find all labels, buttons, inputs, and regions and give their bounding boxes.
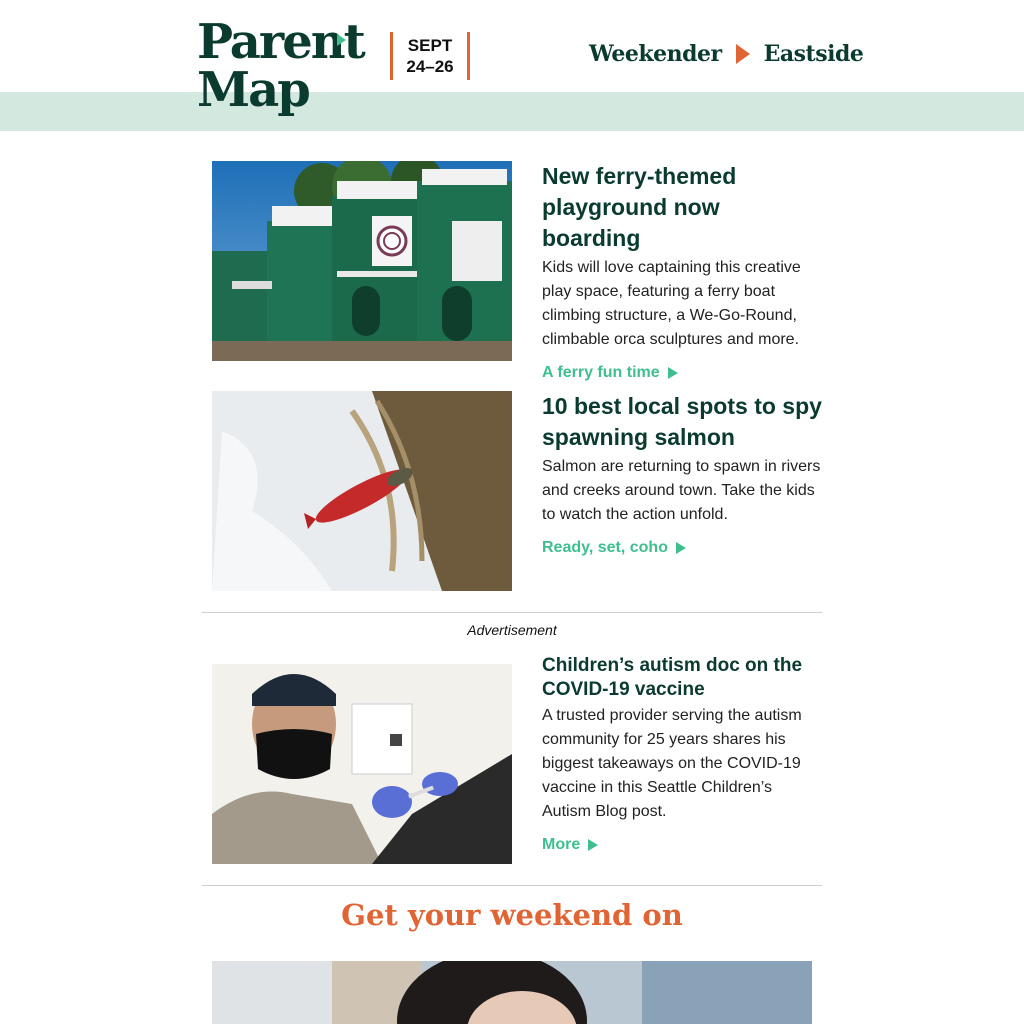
article-text [542,161,824,382]
logo-line1: Parent [197,14,364,70]
divider [202,612,822,613]
article-ad-autism [212,655,824,864]
parentmap-logo[interactable] [197,14,364,118]
article-description: Kids will love captaining this creative play space, featuring a ferry boat climbing structure, a We-Go-Round, climbable orca sculptures and more. [542,259,801,348]
cta-label: Ready, set, coho [542,539,668,556]
article-title[interactable]: 10 best local spots to spy spawning salmon [542,393,822,450]
header [0,0,1024,118]
edition-weekender[interactable]: Weekender [589,41,722,67]
article-title[interactable]: New ferry-themed playground now boarding [542,163,737,251]
edition-eastside[interactable]: Eastside [763,41,864,67]
playground-image[interactable] [212,161,512,361]
play-arrow-icon [736,44,750,64]
play-arrow-icon [668,367,678,379]
vaccine-image[interactable] [212,664,512,864]
salmon-image[interactable] [212,391,512,591]
edition-nav [589,38,863,70]
date-days: 24–26 [406,57,454,76]
play-arrow-icon [676,542,686,554]
weekend-hero-image[interactable] [212,961,812,1024]
cta-link[interactable] [542,836,598,854]
article-salmon [212,391,824,591]
cta-link[interactable] [542,364,678,382]
advertisement-label: Advertisement [467,622,557,638]
date-month: SEPT [407,36,453,55]
logo-line2: Map [197,62,309,118]
article-description: Salmon are returning to spawn in rivers and creeks around town. Take the kids to watch the action unfold. [542,458,821,523]
play-arrow-icon [588,839,598,851]
header-band [0,92,1024,131]
article-text [542,654,824,854]
section-title: Get your weekend on [341,898,683,932]
cta-label: A ferry fun time [542,364,660,381]
article-title[interactable]: Children’s autism doc on the COVID-19 vaccine [542,655,803,700]
cta-link[interactable] [542,539,686,557]
logo-triangle-icon [337,34,346,46]
date-range [390,32,470,80]
divider [202,885,822,886]
article-ferry-playground [212,161,824,381]
article-text [542,391,824,557]
article-description: A trusted provider serving the autism community for 25 years shares his biggest takeaways on the COVID-19 vaccine in this Seattle Children’s Autism Blog post. [542,707,802,820]
cta-label: More [542,836,581,853]
